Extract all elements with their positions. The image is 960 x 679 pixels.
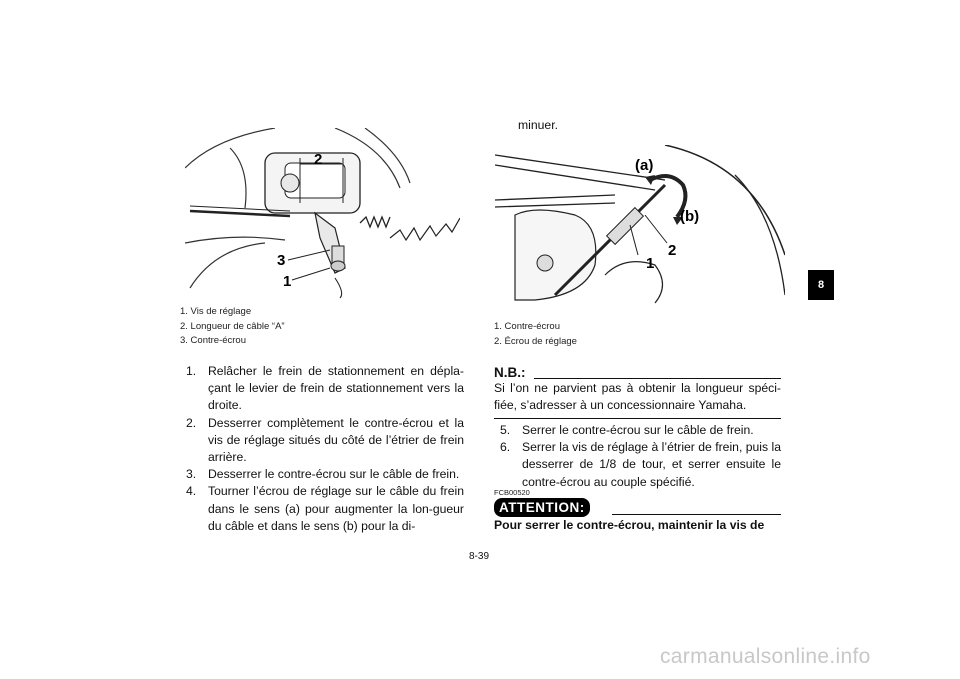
step-item	[186, 415, 464, 467]
callout-a: (a)	[635, 157, 654, 174]
chapter-tab-label: 8	[817, 279, 825, 291]
step-number: 1.	[186, 364, 197, 378]
step-text: Relâcher le frein de stationnement en dépla-çant le levier de frein de stationnement vers la droite.	[208, 364, 464, 413]
procedure-steps-right	[500, 422, 781, 491]
step-number: 6.	[500, 440, 511, 455]
nb-heading: N.B.:	[494, 365, 526, 380]
attention-rule	[612, 514, 781, 515]
caption-item: 2. Longueur de câble “A”	[180, 320, 285, 332]
step-item	[186, 363, 464, 415]
step-number: 5.	[500, 423, 511, 437]
reference-code: FCB00520	[494, 488, 530, 497]
page-number: 8-39	[469, 551, 490, 562]
step-text: Desserrer le contre-écrou sur le câble de frein.	[208, 467, 460, 482]
attention-badge: ATTENTION:	[494, 498, 590, 517]
step-number: 2.	[186, 415, 197, 430]
caption-item: 1. Vis de réglage	[180, 306, 252, 317]
caption-item: 3. Contre-écrou	[180, 335, 247, 346]
step-text: Tourner l’écrou de réglage sur le câble du frein dans le sens (a) pour augmenter la lon-gueur du câble et dans le sens (b) pour la di-	[208, 484, 464, 533]
step-item	[500, 439, 781, 491]
attention-text: Pour serrer le contre-écrou, maintenir la vis de	[494, 518, 765, 532]
callout-2: 2	[668, 242, 677, 259]
step-item	[500, 422, 781, 439]
brake-caliper-illustration	[185, 128, 460, 303]
figure-caption-right	[494, 320, 577, 349]
nb-heading-rule	[534, 378, 781, 379]
step-item	[186, 483, 464, 535]
watermark: carmanualsonline.info	[660, 645, 871, 668]
step-continuation: minuer.	[518, 118, 558, 132]
caption-item: 2. Écrou de réglage	[494, 335, 577, 347]
callout-2: 2	[314, 151, 323, 168]
step-text: Desserrer complètement le contre-écrou et la vis de réglage situés du côté de l’étrier de frein arrière.	[208, 415, 464, 465]
callout-1: 1	[646, 255, 655, 272]
callout-b: (b)	[680, 208, 700, 225]
nb-bottom-rule	[494, 418, 781, 419]
step-number: 4.	[186, 484, 197, 499]
nb-text: Si l’on ne parvient pas à obtenir la longueur spéci-fiée, s’adresser à un concessionnaire Yamaha.	[494, 381, 781, 413]
step-text: Serrer le contre-écrou sur le câble de frein.	[522, 423, 754, 437]
step-number: 3.	[186, 467, 197, 482]
brake-cable-adjuster-illustration	[495, 145, 785, 305]
step-text: Serrer la vis de réglage à l’étrier de frein, puis la desserrer de 1/8 de tour, et serrer ensuite le contre-écrou au couple spécifié.	[522, 440, 781, 489]
step-item	[186, 466, 464, 483]
procedure-steps-left	[186, 363, 464, 535]
callout-1: 1	[283, 273, 292, 290]
callout-3: 3	[277, 252, 286, 269]
caption-item: 1. Contre-écrou	[494, 321, 561, 332]
figure-caption-left	[180, 305, 285, 349]
chapter-tab	[808, 270, 834, 300]
